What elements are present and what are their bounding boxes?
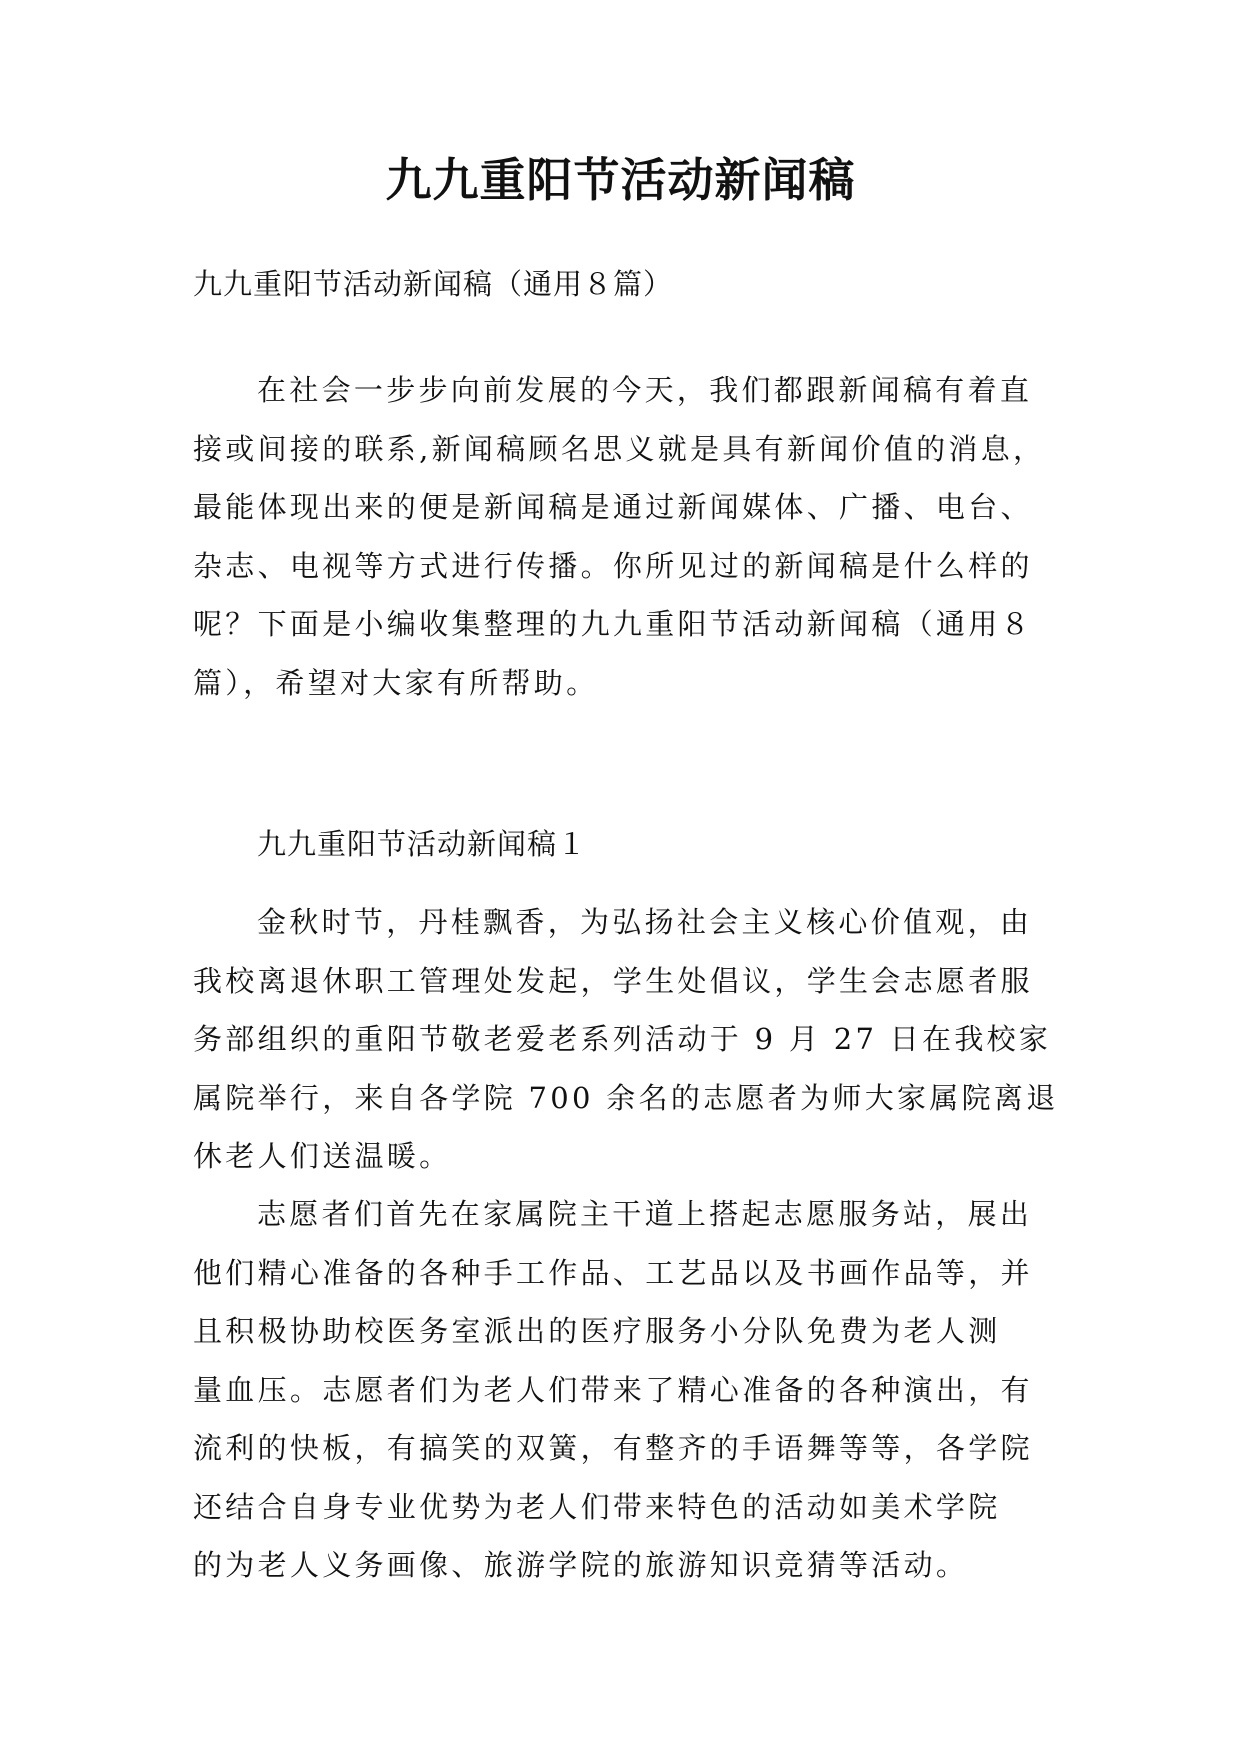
text-line: 务部组织的重阳节敬老爱老系列活动于 9 月 27 日在我校家: [193, 1022, 1052, 1056]
text-line: 篇），希望对大家有所帮助。: [193, 665, 599, 700]
text-line: 杂志、电视等方式进行传播。你所见过的新闻稿是什么样的: [193, 548, 1033, 583]
text-line: 量血压。志愿者们为老人们带来了精心准备的各种演出，有: [193, 1372, 1033, 1407]
text-line: 且积极协助校医务室派出的医疗服务小分队免费为老人测: [193, 1314, 1001, 1348]
body-paragraph-1: [193, 893, 1059, 1186]
text-line: 休老人们送温暖。: [193, 1139, 452, 1173]
text-line: 还结合自身专业优势为老人们带来特色的活动如美术学院: [193, 1489, 1001, 1524]
section-heading: 九九重阳节活动新闻稿１: [257, 827, 588, 861]
intro-paragraph: [193, 361, 1059, 712]
text-line: 我校离退休职工管理处发起，学生处倡议，学生会志愿者服: [193, 963, 1033, 998]
text-line: 接或间接的联系,新闻稿顾名思义就是具有新闻价值的消息，: [193, 431, 1046, 466]
text-line: 金秋时节，丹桂飘香，为弘扬社会主义核心价值观，由: [257, 905, 1033, 939]
document-subtitle: 九九重阳节活动新闻稿（通用８篇）: [193, 267, 674, 301]
text-line: 流利的快板，有搞笑的双簧，有整齐的手语舞等等，各学院: [193, 1431, 1033, 1465]
text-line: 的为老人义务画像、旅游学院的旅游知识竞猜等活动。: [193, 1548, 969, 1582]
body-paragraph-2: [193, 1185, 1059, 1595]
document-title: 九九重阳节活动新闻稿: [385, 153, 856, 207]
text-line: 呢？下面是小编收集整理的九九重阳节活动新闻稿（通用８: [193, 607, 1033, 641]
text-line: 志愿者们首先在家属院主干道上搭起志愿服务站，展出: [257, 1197, 1033, 1231]
text-line: 在社会一步步向前发展的今天，我们都跟新闻稿有着直: [257, 373, 1033, 407]
text-line: 属院举行，来自各学院 700 余名的志愿者为师大家属院离退: [193, 1080, 1059, 1115]
text-line: 最能体现出来的便是新闻稿是通过新闻媒体、广播、电台、: [193, 490, 1033, 524]
text-line: 他们精心准备的各种手工作品、工艺品以及书画作品等，并: [193, 1255, 1033, 1290]
